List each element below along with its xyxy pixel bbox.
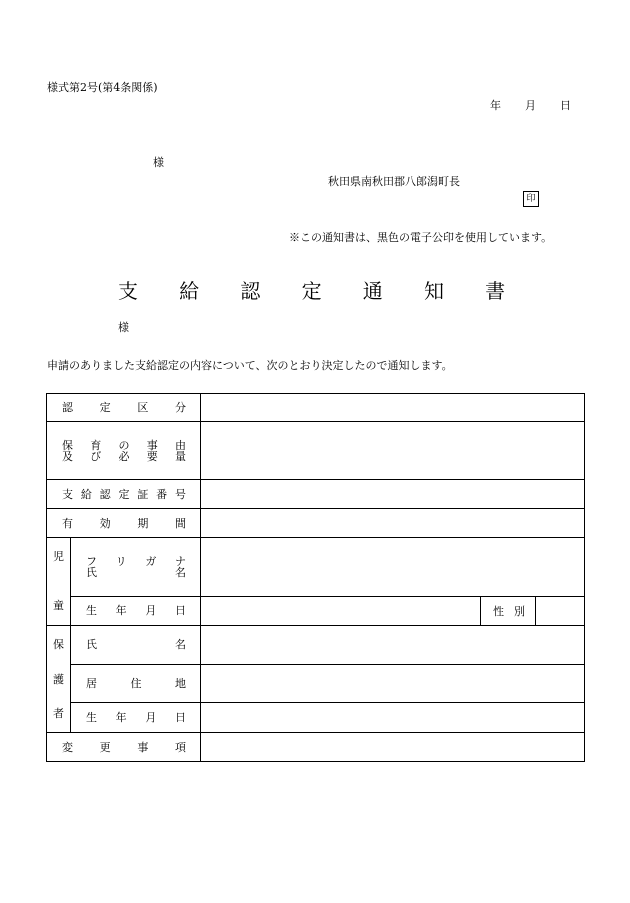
label-char: 期 <box>137 516 149 530</box>
label-char: 別 <box>514 604 525 618</box>
label-char: ナ <box>174 554 186 568</box>
label-char: 氏 <box>86 565 97 579</box>
title-char: 支 <box>118 279 138 303</box>
label-char: 及 <box>62 449 73 463</box>
label-char: 名 <box>175 565 186 579</box>
table-row <box>47 626 585 665</box>
guardian-birthdate-label <box>71 703 201 733</box>
seal-mark: 印 <box>523 191 539 207</box>
certificate-number-value[interactable] <box>201 480 585 509</box>
child-birthdate-value[interactable] <box>201 596 481 625</box>
changes-value[interactable] <box>201 733 585 762</box>
table-row <box>47 596 585 625</box>
label-char: 項 <box>174 740 186 754</box>
issuer-title: 秋田県南秋田郡八郎潟町長 <box>328 175 460 188</box>
label-char: 認 <box>62 401 73 414</box>
certificate-number-label <box>47 480 201 509</box>
label-char: ガ <box>145 554 157 568</box>
label-char: 住 <box>130 677 142 691</box>
issue-date <box>490 100 571 111</box>
validity-period-label <box>47 509 201 538</box>
certification-class-value[interactable] <box>201 394 585 422</box>
label-char: 日 <box>174 604 186 618</box>
label-char: 更 <box>99 740 111 754</box>
label-char: 量 <box>175 449 186 463</box>
label-char: 児 <box>53 550 64 563</box>
date-day-label: 日 <box>560 99 571 112</box>
label-char: 年 <box>115 711 127 725</box>
title-char: 通 <box>362 279 383 303</box>
label-char: 間 <box>174 516 186 530</box>
validity-period-value[interactable] <box>201 509 585 538</box>
label-char: 分 <box>174 401 186 414</box>
label-char: 月 <box>145 604 157 618</box>
electronic-seal-notice: ※この通知書は、黒色の電子公印を使用しています。 <box>289 231 553 244</box>
label-char: の <box>118 438 130 452</box>
label-char: 居 <box>86 677 97 691</box>
label-char: 保 <box>62 438 73 452</box>
child-group-label <box>47 538 71 626</box>
label-char: 保 <box>53 638 64 651</box>
label-char: 効 <box>99 516 111 530</box>
table-row <box>47 538 585 597</box>
form-number: 様式第2号(第4条関係) <box>47 81 158 94</box>
title-char: 定 <box>301 279 322 303</box>
title-char: 認 <box>240 279 261 303</box>
table-row <box>47 422 585 480</box>
guardian-address-value[interactable] <box>201 664 585 703</box>
label-char: 日 <box>174 711 186 725</box>
date-year-label: 年 <box>490 99 501 112</box>
gender-label <box>481 596 536 625</box>
guardian-name-label <box>71 626 201 665</box>
certification-table <box>46 393 585 762</box>
label-char: 由 <box>175 438 186 452</box>
label-char: 童 <box>53 599 64 612</box>
label-char: 氏 <box>86 638 97 652</box>
label-char: リ <box>115 554 127 568</box>
addressee-honorific-2: 様 <box>118 321 129 334</box>
label-char: 号 <box>174 487 186 501</box>
label-char: 性 <box>493 604 504 618</box>
label-char: 事 <box>146 438 158 452</box>
label-char: 地 <box>175 677 186 691</box>
table-row <box>47 703 585 733</box>
label-char: 区 <box>137 401 149 414</box>
label-char: 定 <box>99 401 111 414</box>
label-char: 事 <box>137 740 149 754</box>
guardian-address-label <box>71 664 201 703</box>
table-row <box>47 664 585 703</box>
table-row <box>47 733 585 762</box>
document-title <box>118 281 546 301</box>
label-char: 護 <box>53 672 64 686</box>
title-char: 給 <box>179 279 200 303</box>
changes-label <box>47 733 201 762</box>
certification-class-label <box>47 394 201 422</box>
label-char: 生 <box>86 711 97 725</box>
table-row <box>47 394 585 422</box>
label-char: 定 <box>118 487 130 501</box>
date-month-label: 月 <box>525 99 536 112</box>
label-char: 年 <box>115 604 127 618</box>
intro-text: 申請のありました支給認定の内容について、次のとおり決定したので通知します。 <box>47 359 453 372</box>
label-char: 生 <box>86 604 97 618</box>
label-char: 有 <box>62 516 73 530</box>
guardian-birthdate-value[interactable] <box>201 703 585 733</box>
child-name-value[interactable] <box>201 538 585 597</box>
addressee-honorific: 様 <box>153 156 164 169</box>
childcare-reason-value[interactable] <box>201 422 585 480</box>
label-char: 証 <box>137 487 149 501</box>
child-name-label <box>71 538 201 597</box>
label-char: 認 <box>99 487 111 501</box>
label-char: 給 <box>80 487 92 501</box>
guardian-group-label <box>47 626 71 733</box>
label-char: 支 <box>62 487 73 501</box>
title-char: 書 <box>485 279 506 303</box>
table-row <box>47 480 585 509</box>
childcare-reason-label <box>47 422 201 480</box>
title-char: 知 <box>423 279 444 303</box>
label-char: フ <box>86 554 97 568</box>
label-char: 要 <box>146 449 158 463</box>
label-char: 変 <box>62 740 73 754</box>
guardian-name-value[interactable] <box>201 626 585 665</box>
label-char: 育 <box>90 438 102 452</box>
label-char: 名 <box>175 638 186 652</box>
child-birthdate-label <box>71 596 201 625</box>
label-char: 者 <box>53 707 64 720</box>
label-char: び <box>90 449 102 463</box>
label-char: 番 <box>156 487 168 501</box>
label-char: 月 <box>145 711 157 725</box>
table-row <box>47 509 585 538</box>
label-char: 必 <box>118 449 130 463</box>
gender-value[interactable] <box>536 596 585 625</box>
